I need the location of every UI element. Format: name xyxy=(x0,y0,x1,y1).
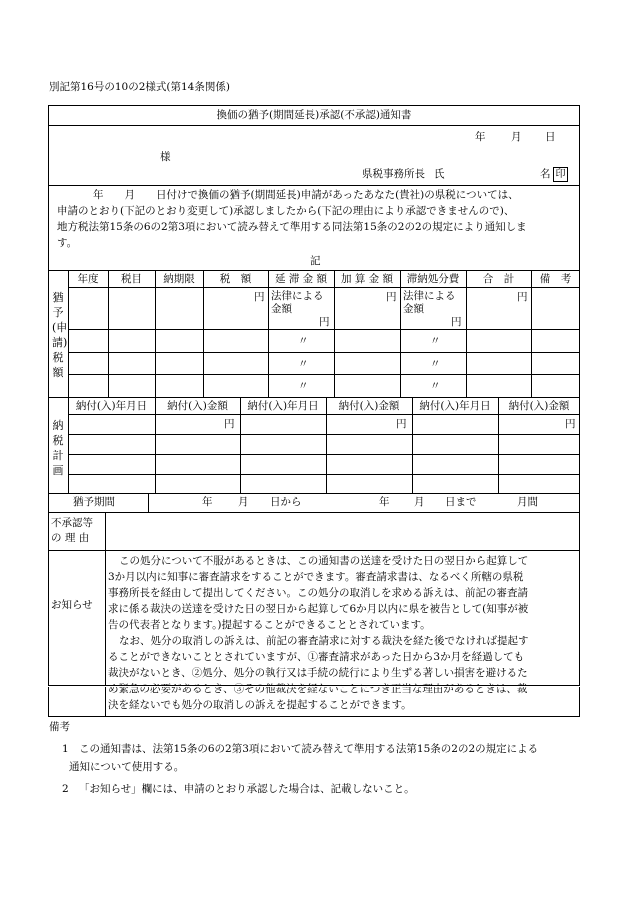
plan-yen-2: 円 xyxy=(396,418,407,430)
plan-section-label: 納税計画 xyxy=(52,419,64,477)
form-title: 換価の猶予(期間延長)承認(不承認)通知書 xyxy=(216,109,412,121)
col-tainoshobunhi: 滞納処分費 xyxy=(406,273,460,285)
plan-yen-1: 円 xyxy=(224,418,235,430)
notice-label: お知らせ xyxy=(51,599,93,611)
taino-amount: 金額 xyxy=(403,303,424,315)
plan-col-amount-1: 納付(入)金額 xyxy=(167,400,228,412)
seal-mark: 印 xyxy=(553,167,568,182)
period-to-month: 月 xyxy=(414,496,425,508)
yen-taino: 円 xyxy=(451,316,462,328)
yen-kasan: 円 xyxy=(386,291,397,303)
entai-by-law: 法律による xyxy=(271,290,324,302)
issuer-shi: 氏 xyxy=(434,168,445,180)
intro-line-1: 年 月 日付けで換価の猶予(期間延長)申請があったあなた(貴社)の県税については、 xyxy=(93,189,519,201)
form-reference: 別記第16号の10の2様式(第14条関係) xyxy=(49,81,230,93)
tax-section-label: 猶予(申請)税額 xyxy=(52,291,68,379)
issuer-mei: 名 xyxy=(540,168,551,180)
yen-zeigaku: 円 xyxy=(254,291,265,303)
remarks-2-num: 2 xyxy=(62,783,69,795)
ditto-entai-3: 〃 xyxy=(298,358,309,370)
notice-line-5: 告の代表者となります。)提起することができることとされています。 xyxy=(108,619,431,631)
col-nendo: 年度 xyxy=(77,273,99,285)
col-biko: 備 考 xyxy=(539,273,572,285)
col-entaikin: 延 滞 金 額 xyxy=(274,273,327,285)
period-months: 月間 xyxy=(517,496,538,508)
col-nokigen: 納期限 xyxy=(163,273,195,285)
taino-by-law: 法律による xyxy=(403,290,456,302)
remarks-1-num: 1 xyxy=(62,743,69,755)
plan-yen-3: 円 xyxy=(565,418,576,430)
ditto-taino-3: 〃 xyxy=(430,358,441,370)
addressee-sama: 様 xyxy=(160,151,171,163)
period-label: 猶予期間 xyxy=(73,496,115,508)
intro-line-2: 申請のとおり(下記のとおり変更して)承認しましたから(下記の理由により承認できませんので)、 xyxy=(57,205,515,217)
col-kasankin: 加 算 金 額 xyxy=(340,273,393,285)
reason-label-2: の 理 由 xyxy=(51,532,90,544)
ki-label: 記 xyxy=(310,255,321,267)
col-zeimoku: 税目 xyxy=(121,273,142,285)
date-year: 年 xyxy=(475,131,486,143)
plan-col-amount-2: 納付(入)金額 xyxy=(338,400,400,412)
plan-col-amount-3: 納付(入)金額 xyxy=(508,400,570,412)
yen-gokei: 円 xyxy=(517,291,528,303)
notice-line-10: 決を経ないでも処分の取消しの訴えを提起することができます。 xyxy=(108,699,412,711)
date-day: 日 xyxy=(545,131,556,143)
entai-amount: 金額 xyxy=(271,303,292,315)
remarks-2-line-1: 「お知らせ」欄には、申請のとおり承認した場合は、記載しないこと。 xyxy=(79,783,415,795)
notice-line-3: 事務所長を経由して提出してください。この処分の取消しを求める訴えは、前記の審査請 xyxy=(108,587,528,599)
issuer-office: 県税事務所長 xyxy=(362,168,425,180)
remarks-1-line-2: 通知について使用する。 xyxy=(69,761,185,773)
notice-line-1: この処分について不服があるときは、この通知書の送達を受けた日の翌日から起算して xyxy=(119,555,529,567)
notice-line-6: なお、処分の取消しの訴えは、前記の審査請求に対する裁決を経た後でなければ提起す xyxy=(119,635,529,647)
remarks-heading: 備考 xyxy=(49,721,70,733)
period-from-year: 年 xyxy=(202,496,213,508)
period-from-month: 月 xyxy=(238,496,249,508)
period-from: 日から xyxy=(270,496,302,508)
notice-line-4: 求に係る裁決の送達を受けた日の翌日から起算して6か月以内に県を被告として(知事が被 xyxy=(108,603,529,615)
notice-line-7: ることができないこととされていますが、①審査請求があった日から3か月を経過しても xyxy=(108,651,525,663)
ditto-taino-2: 〃 xyxy=(430,335,441,347)
ditto-taino-4: 〃 xyxy=(430,380,441,392)
plan-col-date-3: 納付(入)年月日 xyxy=(419,400,491,412)
col-gokei: 合 計 xyxy=(482,273,515,285)
col-zeigaku: 税 額 xyxy=(219,273,252,285)
ditto-entai-4: 〃 xyxy=(298,380,309,392)
yen-entai: 円 xyxy=(319,316,330,328)
reason-label-1: 不承認等 xyxy=(51,517,93,529)
intro-line-4: す。 xyxy=(57,237,78,249)
period-to-year: 年 xyxy=(379,496,390,508)
ditto-entai-2: 〃 xyxy=(298,335,309,347)
remarks-1-line-1: この通知書は、法第15条の6の2第3項において読み替えて準用する法第15条の2の2の規定による xyxy=(79,743,539,755)
period-to: 日まで xyxy=(445,496,477,508)
intro-line-3: 地方税法第15条の6の2第3項において読み替えて準用する同法第15条の2の2の規定により通知しま xyxy=(57,221,527,233)
date-month: 月 xyxy=(511,131,522,143)
notice-line-9: め緊急の必要があるとき、③その他裁決を経ないことにつき正当な理由があるときは、裁 xyxy=(108,683,528,695)
notice-line-8: 裁決がないとき、②処分、処分の執行又は手続の続行により生ずる著しい損害を避けるた xyxy=(108,667,528,679)
notice-line-2: 3か月以内に知事に審査請求をすることができます。審査請求書は、なるべく所轄の県税 xyxy=(108,571,524,583)
plan-col-date-2: 納付(入)年月日 xyxy=(247,400,319,412)
plan-col-date-1: 納付(入)年月日 xyxy=(75,400,148,412)
